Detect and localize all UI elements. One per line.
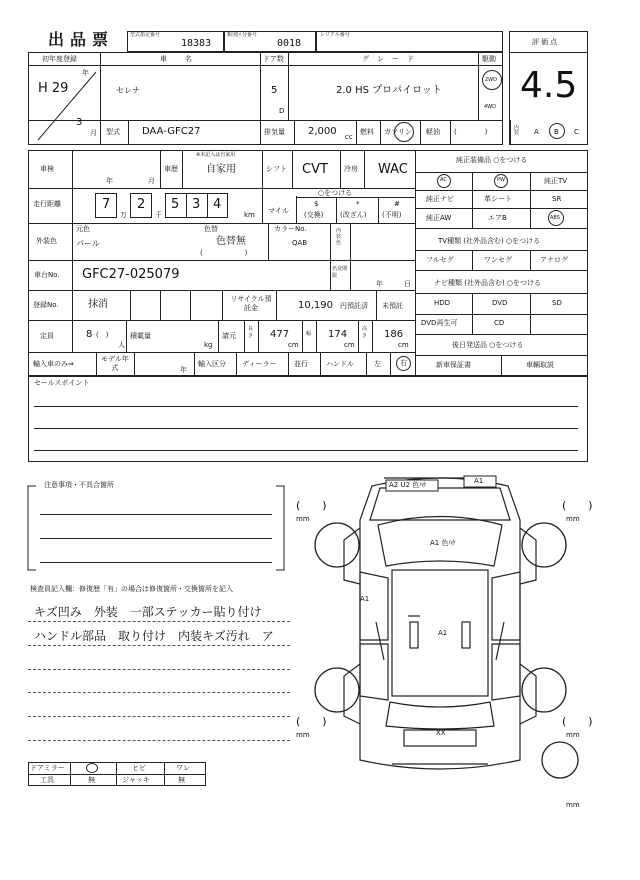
tire-spare-unit: mm — [566, 801, 580, 809]
interior-label: 内装 — [514, 125, 520, 136]
orig-color-label: 元色 — [76, 225, 90, 233]
mileage-digit-1: 7 — [102, 197, 111, 212]
exterior-color-label: 外装色 — [36, 237, 57, 245]
mileage-sen: 千 — [155, 211, 162, 219]
color-change-value: 色替無 — [216, 236, 246, 247]
name-change-label: 名変期限 — [332, 266, 348, 279]
recycle-label: リサイクル預託金 — [230, 295, 272, 313]
mile-label: マイル — [268, 207, 289, 215]
mileage-label: 走行距離 — [33, 200, 61, 208]
shift-label: シフト — [266, 165, 287, 173]
history-note: ※未記入は自家用 — [196, 152, 236, 158]
navi-dvd: DVD — [492, 299, 508, 307]
height-value: 186 — [384, 329, 404, 340]
model-label: 型式 — [106, 128, 120, 136]
grade-label: グレード — [362, 55, 422, 63]
doors-label: ドア数 — [263, 55, 284, 63]
load-label: 積載量 — [130, 332, 151, 340]
import-class-label: 輸入区分 — [198, 360, 226, 368]
jack-label: ジャッキ — [122, 776, 150, 784]
diagram-rear-note: XX — [436, 729, 446, 737]
grade-value: 2.0 HS プロパイロット — [336, 85, 442, 96]
orig-color-value: パール — [76, 239, 100, 248]
diagram-front-note: A2 U2 色ﾊｹ — [389, 481, 427, 489]
model-year-label: モデル年式 — [101, 355, 129, 373]
tire-fr-unit: mm — [566, 515, 580, 523]
length-label: 長さ — [248, 326, 254, 339]
diagram-roof-note: A1 色ﾊｹ — [430, 539, 456, 547]
later-header: 後日発送品 ○をつける — [452, 341, 524, 349]
color-no-label: カラーNo. — [274, 225, 307, 233]
displacement-unit: cc — [345, 133, 353, 141]
displacement-label: 排気量 — [264, 128, 285, 136]
tire-rr-unit: mm — [566, 731, 580, 739]
drive-2wd: 2WD — [485, 77, 497, 83]
capacity-paren: ( ) — [96, 331, 109, 339]
history-label: 車歴 — [164, 165, 178, 173]
equip-airbag: エアB — [488, 214, 507, 222]
tire-fl-paren: ( ) — [296, 499, 327, 512]
doors-sub: D — [279, 107, 285, 115]
first-reg-month: 3 — [76, 117, 83, 128]
tire-rr-paren: ( ) — [562, 715, 593, 728]
ware-label: ワレ — [176, 764, 190, 772]
length-value: 477 — [270, 329, 290, 340]
class-number-label: 類別区分番号 — [227, 32, 258, 38]
handle-right: 右 — [400, 359, 407, 367]
capacity-label: 定員 — [40, 332, 54, 340]
drive-4wd: 4WD — [484, 104, 496, 110]
mileage-digit-2: 2 — [137, 197, 146, 212]
history-value: 自家用 — [206, 164, 236, 175]
tire-fl-unit: mm — [296, 515, 310, 523]
recycle-value: 10,190 — [298, 300, 333, 311]
color-change-paren: ( ) — [200, 249, 248, 257]
handle-left: 左 — [374, 360, 381, 368]
navi-header: ナビ種類 (社外品含む) ○をつける — [434, 279, 542, 287]
dealer-option: ディーラー — [242, 360, 277, 368]
capacity-value: 8 — [86, 329, 93, 340]
inspection-year-mark: 年 — [106, 177, 113, 185]
tv-one: ワンセグ — [484, 256, 512, 264]
tampered-symbol: * — [356, 200, 360, 208]
ac-label: 冷房 — [344, 165, 358, 173]
shift-value: CVT — [302, 162, 328, 177]
capacity-unit: 人 — [118, 341, 125, 349]
length-unit: cm — [288, 341, 299, 349]
plate-label: 請元 — [222, 332, 236, 340]
name-change-day-mark: 日 — [404, 280, 411, 288]
first-reg-year-mark: 年 — [82, 69, 89, 77]
navi-hdd: HDD — [434, 299, 451, 307]
mileage-digit-3: 5 — [171, 197, 180, 212]
first-reg-month-mark: 月 — [90, 129, 97, 137]
meter-note: ○をつける — [318, 189, 353, 197]
equip-pw: PW — [497, 177, 505, 183]
recycle-none: 未預託 — [382, 302, 403, 310]
tools-value: 無 — [88, 776, 95, 784]
import-label: 輸入車のみ⇒ — [33, 360, 74, 368]
reg-label: 登録No. — [33, 301, 59, 309]
diagram-right-door-note: A1 — [438, 629, 448, 637]
recycle-unit: 円預託済 — [340, 302, 368, 310]
type-number: 18383 — [181, 38, 212, 49]
jack-value: 無 — [178, 776, 185, 784]
fuel-label: 燃料 — [360, 128, 374, 136]
tv-analog: アナログ — [540, 256, 568, 264]
color-change-label: 色替 — [204, 225, 218, 233]
color-no-value: QAB — [292, 239, 308, 247]
unknown-label: (不明) — [382, 211, 402, 219]
exchange-symbol: $ — [314, 200, 319, 208]
serial-label: シリアル番号 — [320, 32, 350, 38]
tools-label: 工具 — [40, 776, 54, 784]
equip-aw: 純正AW — [426, 214, 452, 222]
score-label: 評価点 — [532, 38, 559, 46]
equip-sr: SR — [552, 195, 562, 203]
width-value: 174 — [328, 329, 348, 340]
width-unit: cm — [344, 341, 355, 349]
mileage-unit: km — [244, 211, 255, 219]
equip-ac: AC — [440, 177, 447, 183]
name-change-year-mark: 年 — [376, 280, 383, 288]
model-year-mark: 年 — [180, 366, 187, 374]
width-label: 幅 — [306, 331, 312, 337]
door-mirror-label: ドアミラー — [30, 764, 65, 772]
interior-a: A — [534, 128, 539, 136]
chassis-value: GFC27-025079 — [82, 267, 180, 282]
inspection-label: 車検 — [40, 165, 54, 173]
drive-label: 駆動 — [482, 55, 496, 63]
fuel-diesel: 軽油 — [426, 128, 440, 136]
mileage-man: 万 — [120, 211, 127, 219]
interior-b: B — [554, 128, 559, 136]
parallel-option: 並行 — [294, 360, 308, 368]
inspection-month-mark: 月 — [148, 177, 155, 185]
fuel-paren: ( ) — [454, 128, 488, 136]
hibi-label: ヒビ — [132, 764, 146, 772]
load-unit: kg — [204, 341, 213, 349]
type-number-label: 型式指定番号 — [130, 32, 161, 38]
chassis-label: 車台No. — [34, 271, 60, 279]
navi-dvd-play: DVD再生可 — [421, 319, 458, 327]
mileage-digit-5: 4 — [213, 197, 222, 212]
tv-header: TV種類 (社外品含む) ○をつける — [438, 237, 541, 245]
tire-rl-paren: ( ) — [296, 715, 327, 728]
navi-sd: SD — [552, 299, 562, 307]
later-warranty: 新車保証書 — [436, 361, 471, 369]
equip-leather: 革シート — [484, 195, 512, 203]
handle-label: ハンドル — [326, 360, 354, 368]
ac-value: WAC — [378, 162, 408, 177]
tire-rl-unit: mm — [296, 731, 310, 739]
tv-full: フルセグ — [426, 256, 454, 264]
navi-cd: CD — [494, 319, 505, 327]
car-name: セレナ — [116, 86, 140, 95]
equip-abs: ABS — [550, 215, 560, 221]
displacement-value: 2,000 — [308, 126, 337, 137]
diagram-front-right-note: A1 — [474, 477, 484, 485]
unknown-symbol: # — [394, 200, 400, 208]
model-value: DAA-GFC27 — [142, 126, 201, 137]
exchange-label: (交換) — [304, 211, 324, 219]
score-value: 4.5 — [520, 65, 578, 106]
first-reg-label: 初年度登録 — [42, 55, 77, 63]
diagram-left-door-note: A1 — [360, 595, 370, 603]
interior-color-label: 内装色 — [336, 228, 342, 246]
equip-navi: 純正ナビ — [426, 195, 454, 203]
fuel-gasoline: ガソリン — [384, 128, 412, 136]
class-number: 0018 — [277, 38, 302, 49]
notes-label: 注意事項・不具合箇所 — [44, 481, 114, 489]
doors-value: 5 — [271, 85, 278, 96]
inspector-line-2: ハンドル部品 取り付け 内装キズ汚れ ア — [34, 629, 274, 643]
form-title: 出品票 — [48, 30, 115, 49]
car-name-label: 車名 — [160, 55, 210, 63]
door-mirror-mark — [86, 763, 98, 773]
tampered-label: (改ざん) — [340, 211, 367, 219]
first-reg-era: H 29 — [38, 81, 69, 96]
height-label: 高さ — [362, 326, 368, 339]
later-manual: 車輌取説 — [526, 361, 554, 369]
reg-value: 抹消 — [88, 299, 108, 310]
height-unit: cm — [398, 341, 409, 349]
equip-tv: 純正TV — [544, 177, 568, 185]
sales-point-label: セールスポイント — [34, 379, 90, 387]
inspector-label: 検査員記入欄：修復歴「有」の場合は修復箇所・交換箇所を記入 — [30, 585, 233, 593]
interior-c: C — [574, 128, 579, 136]
mileage-digit-4: 3 — [192, 197, 201, 212]
equipment-header: 純正装備品 ○をつける — [456, 156, 528, 164]
tire-fr-paren: ( ) — [562, 499, 593, 512]
inspector-line-1: キズ凹み 外装 一部ステッカー貼り付け — [34, 605, 262, 619]
